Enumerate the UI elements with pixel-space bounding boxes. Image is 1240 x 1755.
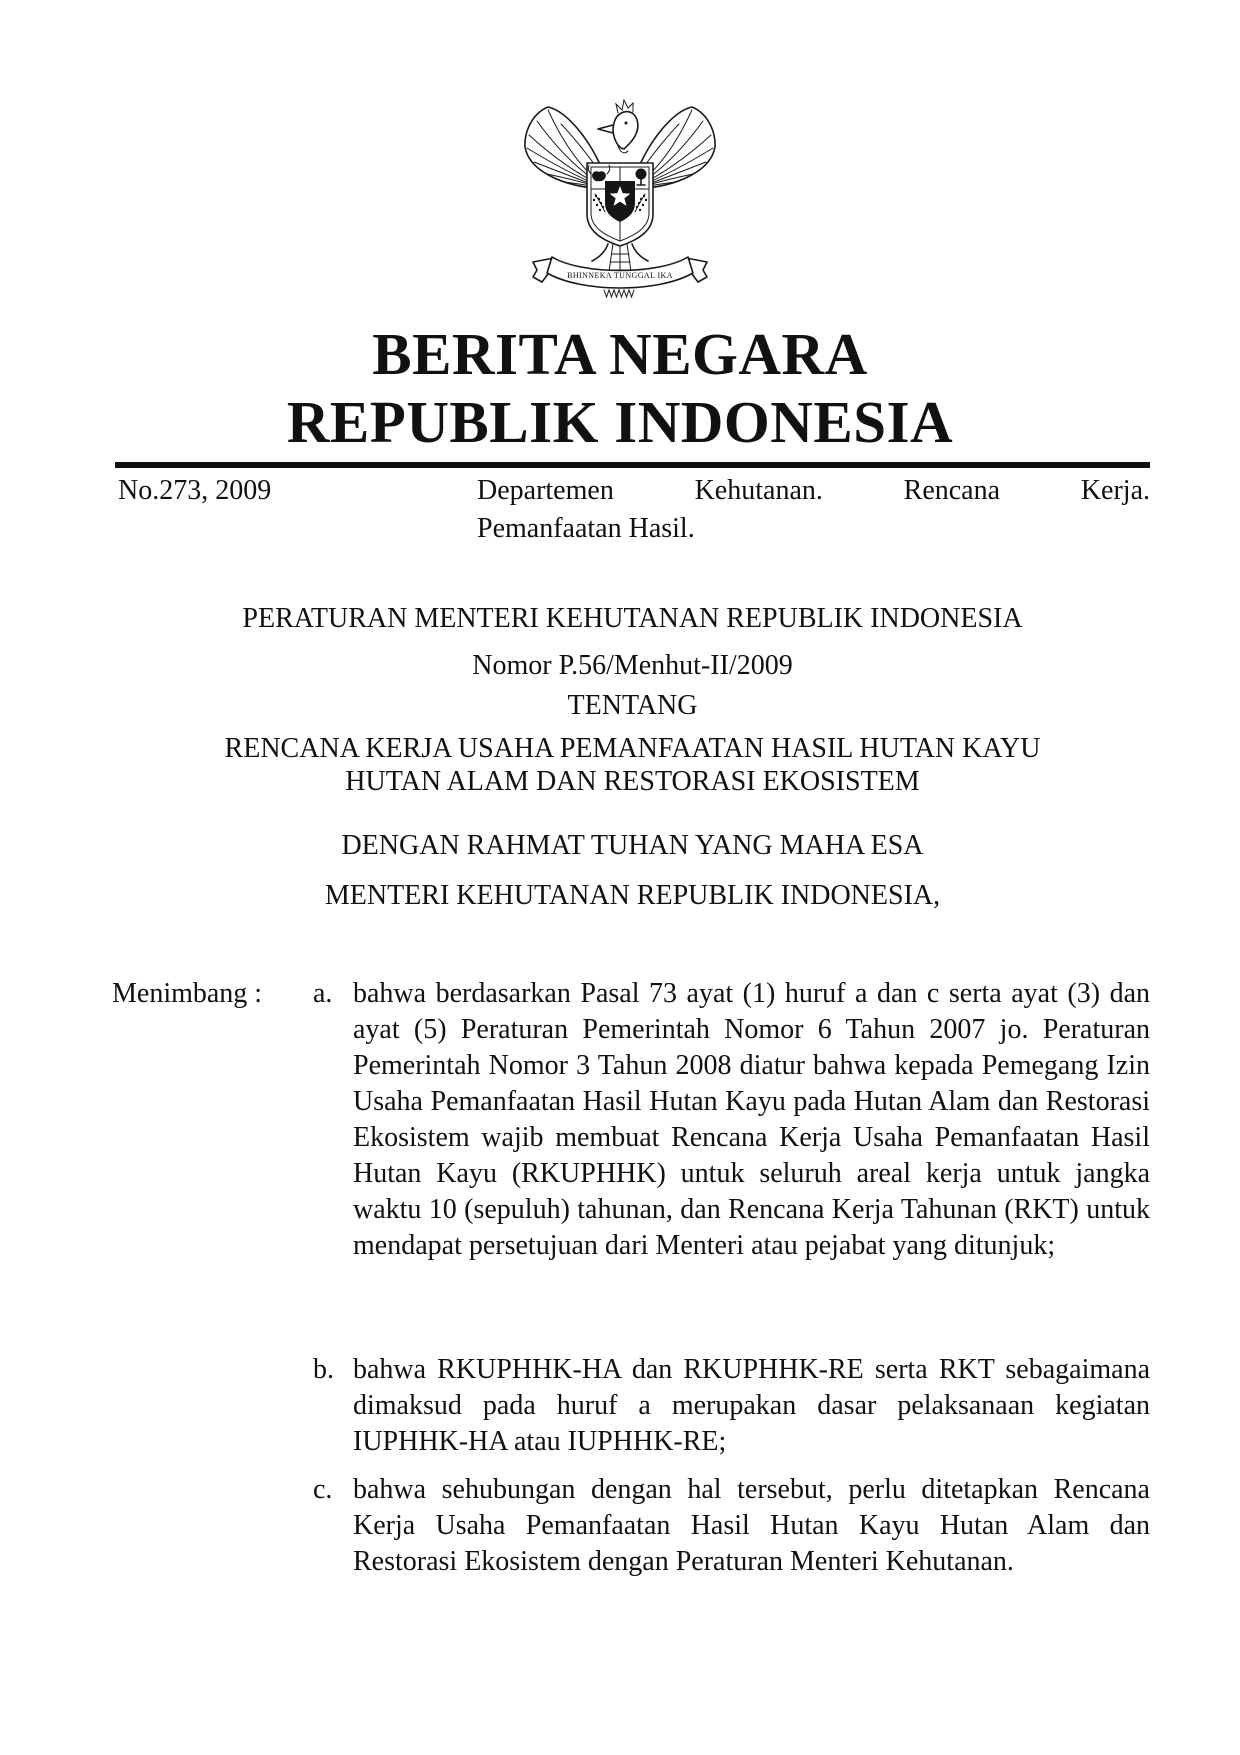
garuda-pancasila-emblem bbox=[520, 84, 720, 299]
item-text: bahwa berdasarkan Pasal 73 ayat (1) huruf a dan c serta ayat (3) dan ayat (5) Peraturan Pemerintah Nomor 6 Tahun 2007 jo. Peraturan Pemerintah Nomor 3 Tahun 2008 diatur bahwa kepada Pemegang Izin Usaha Pemanfaatan Hasil Hutan Kayu pada Hutan Alam dan Restorasi Ekosistem wajib membuat Rencana Kerja Usaha Pemanfaatan Hasil Hutan Kayu (RKUPHHK) untuk seluruh areal kerja untuk jangka waktu 10 (sepuluh) tahunan, dan Rencana Kerja Tahunan (RKT) untuk mendapat persetujuan dari Menteri atau pejabat yang ditunjuk; bbox=[353, 978, 1150, 1261]
item-text: bahwa RKUPHHK-HA dan RKUPHHK-RE serta RKT sebagaimana dimaksud pada huruf a merupakan dasar pelaksanaan kegiatan IUPHHK-HA atau IUPHHK-RE; bbox=[353, 1354, 1150, 1457]
item-marker: b. bbox=[313, 1354, 334, 1385]
pancasila-shield bbox=[587, 163, 653, 246]
regulation-subject-line1: RENCANA KERJA USAHA PEMANFAATAN HASIL HUTAN KAYU bbox=[224, 733, 1041, 764]
regulation-about-label: TENTANG bbox=[567, 690, 698, 721]
regulation-authority: MENTERI KEHUTANAN REPUBLIK INDONESIA, bbox=[324, 880, 941, 911]
considering-item-b bbox=[313, 1352, 1150, 1460]
masthead-title-line2: REPUBLIK INDONESIA bbox=[286, 389, 954, 455]
masthead-rule bbox=[115, 462, 1150, 468]
issue-number: No.273, 2009 bbox=[118, 475, 272, 506]
issue-subject-line1: Departemen Kehutanan. Rencana Kerja. bbox=[477, 475, 1150, 506]
item-text: bahwa sehubungan dengan hal tersebut, perlu ditetapkan Rencana Kerja Usaha Pemanfaatan Hasil Hutan Kayu Hutan Alam dan Restorasi Ekosistem dengan Peraturan Menteri Kehutanan. bbox=[353, 1474, 1150, 1577]
issue-subject-line2: Pemanfaatan Hasil. bbox=[477, 513, 695, 544]
regulation-invocation: DENGAN RAHMAT TUHAN YANG MAHA ESA bbox=[341, 830, 924, 861]
masthead bbox=[0, 320, 1240, 456]
considering-label: Menimbang : bbox=[112, 978, 263, 1009]
motto-text: BHINNEKA TUNGGAL IKA bbox=[567, 271, 673, 280]
regulation-number: Nomor P.56/Menhut-II/2009 bbox=[472, 650, 793, 681]
considering-item-c bbox=[313, 1472, 1150, 1580]
regulation-issuer: PERATURAN MENTERI KEHUTANAN REPUBLIK INDONESIA bbox=[242, 603, 1023, 634]
eagle-head bbox=[598, 100, 638, 153]
regulation-subject-line2: HUTAN ALAM DAN RESTORASI EKOSISTEM bbox=[345, 766, 920, 797]
item-marker: a. bbox=[313, 978, 333, 1009]
considering-item-a bbox=[313, 976, 1150, 1264]
item-marker: c. bbox=[313, 1474, 333, 1505]
masthead-title-line1: BERITA NEGARA bbox=[372, 321, 868, 387]
issue-subject bbox=[477, 472, 1150, 548]
